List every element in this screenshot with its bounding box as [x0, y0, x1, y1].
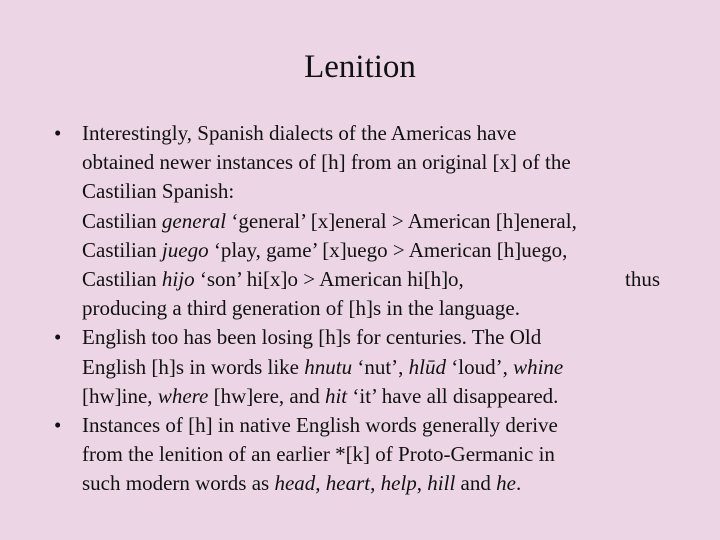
slide-title: Lenition [304, 49, 416, 85]
text-line: producing a third generation of [h]s in the language. [82, 296, 520, 321]
text-line: English too has been losing [h]s for centuries. The Old [82, 325, 542, 350]
text-line: such modern words as head, heart, help, hill and he. [82, 471, 522, 496]
text-line: [hw]ine, where [hw]ere, and hit ‘it’ have all disappeared. [82, 383, 559, 408]
text-line: from the lenition of an earlier *[k] of Proto-Germanic in [82, 442, 555, 467]
bullet-marker: • [54, 325, 62, 350]
text-line: Castilian Spanish: [82, 179, 235, 204]
example-general: Castilian general ‘general’ [x]eneral > American [h]eneral, [82, 208, 577, 233]
bullet-item-proto-germanic [54, 411, 666, 499]
slide-body [54, 119, 666, 499]
text-line: obtained newer instances of [h] from an original [x] of the [82, 150, 571, 175]
text-line: Interestingly, Spanish dialects of the Americas have [82, 121, 517, 145]
example-juego: Castilian juego ‘play, game’ [x]uego > American [h]uego, [82, 237, 568, 262]
bullet-marker: • [54, 121, 62, 145]
text-line: Instances of [h] in native English words generally derive [82, 413, 558, 438]
text-line: English [h]s in words like hnutu ‘nut’, hlūd ‘loud’, whine [82, 354, 564, 379]
example-hijo: Castilian hijo ‘son’ hi[x]o > American hi[h]o, thus [82, 267, 660, 292]
bullet-item-spanish [54, 119, 666, 323]
bullet-marker: • [54, 413, 62, 438]
bullet-item-english-loss [54, 323, 666, 411]
